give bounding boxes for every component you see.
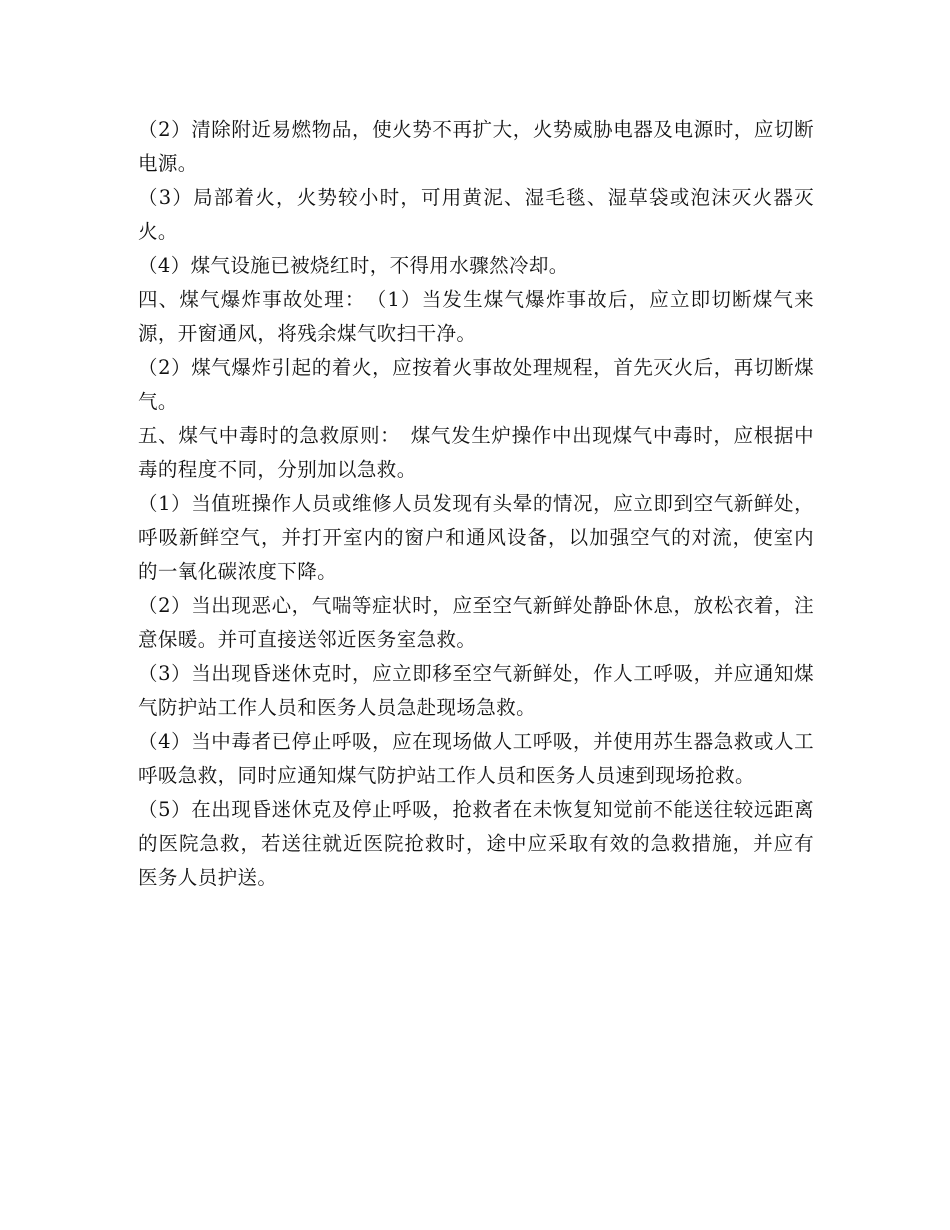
first-aid-step-3: （3）当出现昏迷休克时，应立即移至空气新鲜处，作人工呼吸，并应通知煤气防护站工作人员和医务人员急赴现场急救。 <box>138 662 814 719</box>
fire-step-2: （2）清除附近易燃物品，使火势不再扩大，火势威胁电器及电源时，应切断电源。 <box>138 118 814 175</box>
fire-step-3: （3）局部着火，火势较小时，可用黄泥、湿毛毯、湿草袋或泡沫灭火器灭火。 <box>138 186 814 243</box>
fire-step-4: （4）煤气设施已被烧红时，不得用水骤然冷却。 <box>138 254 569 277</box>
document-body <box>138 113 814 895</box>
first-aid-step-5: （5）在出现昏迷休克及停止呼吸，抢救者在未恢复知觉前不能送往较远距离的医院急救，若送往就近医院抢救时，途中应采取有效的急救措施，并应有医务人员护送。 <box>138 798 814 889</box>
first-aid-step-4: （4）当中毒者已停止呼吸，应在现场做人工呼吸，并使用苏生器急救或人工呼吸急救，同时应通知煤气防护站工作人员和医务人员速到现场抢救。 <box>138 730 814 787</box>
first-aid-step-2: （2）当出现恶心，气喘等症状时，应至空气新鲜处静卧休息，放松衣着，注意保暖。并可直接送邻近医务室急救。 <box>138 594 814 651</box>
explosion-step-2: （2）煤气爆炸引起的着火，应按着火事故处理规程，首先灭火后，再切断煤气。 <box>138 356 814 413</box>
section-4-explosion-handling: 四、煤气爆炸事故处理： （1）当发生煤气爆炸事故后，应立即切断煤气来源，开窗通风，将残余煤气吹扫干净。 <box>138 288 814 345</box>
section-5-poisoning-first-aid: 五、煤气中毒时的急救原则： 煤气发生炉操作中出现煤气中毒时，应根据中毒的程度不同，分别加以急救。 <box>138 424 814 481</box>
first-aid-step-1: （1）当值班操作人员或维修人员发现有头晕的情况，应立即到空气新鲜处，呼吸新鲜空气，并打开室内的窗户和通风设备，以加强空气的对流，使室内的一氧化碳浓度下降。 <box>138 492 814 583</box>
